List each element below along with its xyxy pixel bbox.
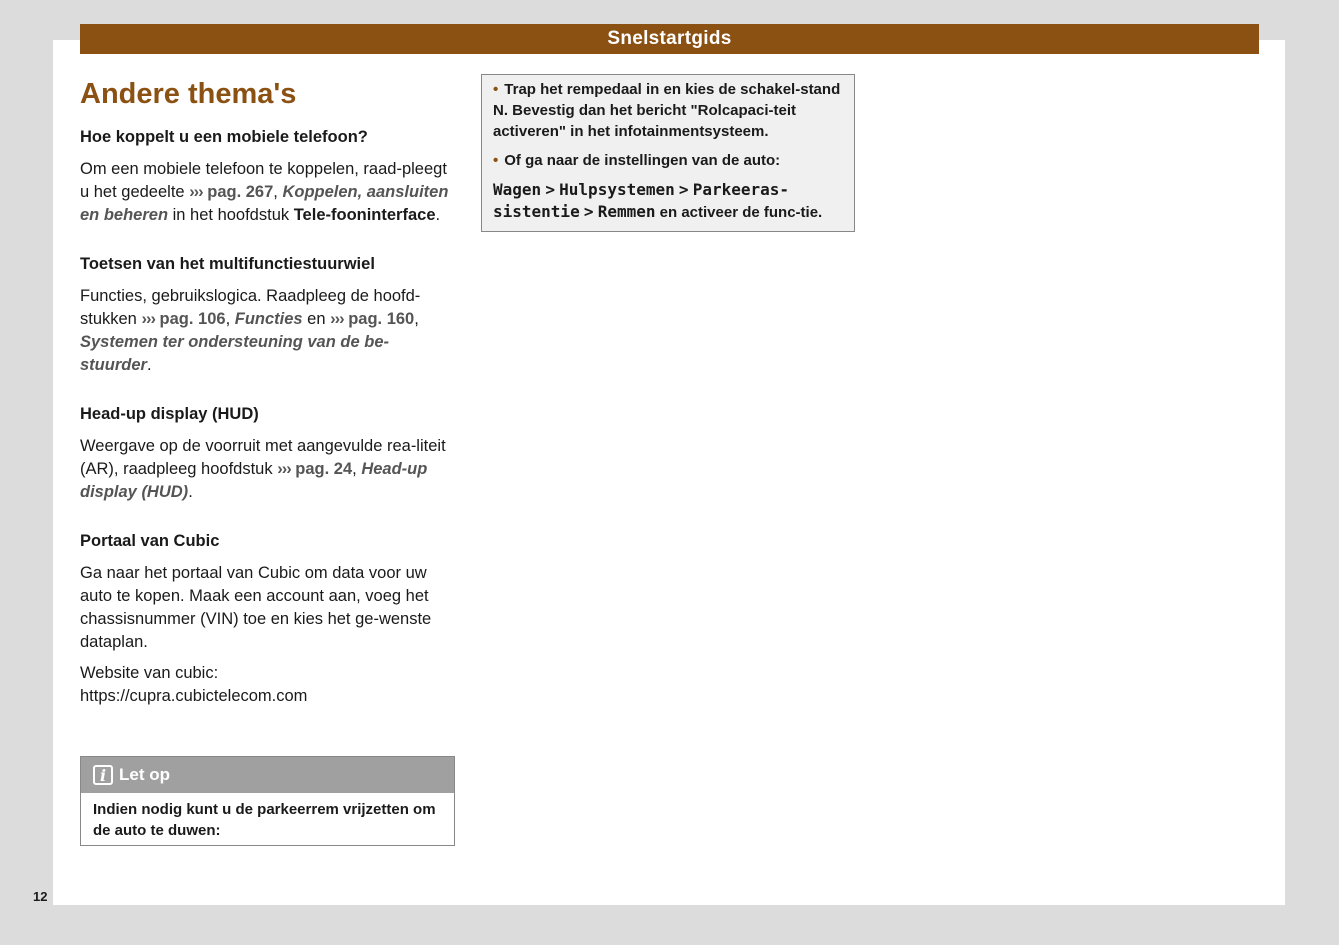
menu-path-item: Wagen — [493, 180, 542, 199]
heading-cubic: Portaal van Cubic — [80, 532, 220, 550]
menu-path-separator: > — [678, 180, 689, 199]
menu-path-tail: en activeer de func-tie. — [655, 204, 823, 221]
heading-phone: Hoe koppelt u een mobiele telefoon? — [80, 128, 368, 146]
section-header-bar — [80, 24, 1259, 54]
paragraph-cubic-website — [80, 662, 456, 708]
page-ref-link[interactable]: pag. 160 — [343, 310, 415, 328]
bullet-icon: • — [493, 152, 499, 169]
page-ref-link[interactable]: pag. 24 — [290, 460, 353, 478]
bullet-icon: • — [493, 81, 499, 98]
menu-path-item: Hulpsystemen — [559, 180, 675, 199]
ref-title-link[interactable]: Koppelen, aansluiten en beheren — [80, 183, 449, 224]
info-icon: i — [93, 765, 113, 785]
note-title: Let op — [119, 765, 170, 784]
cross-ref-arrows: ››› — [330, 310, 344, 328]
menu-path — [493, 179, 843, 223]
menu-path-separator: > — [583, 202, 594, 221]
website-label: Website van cubic: — [80, 664, 219, 682]
paragraph-steering-wheel: Functies, gebruikslogica. Raadpleeg de hoofd-stukken ››› pag. 106, Functies en ››› pag. 160, Systemen ter ondersteuning van de be-stuurder. — [80, 287, 421, 374]
website-url: https://cupra.cubictelecom.com — [80, 687, 308, 705]
instruction-box — [481, 74, 855, 232]
paragraph-cubic: Ga naar het portaal van Cubic om data voor uw auto te kopen. Maak een account aan, voeg het chassisnummer (VIN) toe en kies het ge-wenste dataplan. — [80, 564, 432, 651]
note-body: Indien nodig kunt u de parkeerrem vrijzetten om de auto te duwen: — [93, 801, 436, 839]
cross-ref-arrows: ››› — [189, 183, 203, 201]
menu-path-item: Remmen — [597, 202, 656, 221]
page-ref-link[interactable]: pag. 106 — [154, 310, 226, 328]
page-number: 12 — [33, 889, 48, 904]
paragraph-hud: Weergave op de voorruit met aangevulde rea-liteit (AR), raadpleeg hoofdstuk ››› pag. 24, Head-up display (HUD). — [80, 437, 446, 501]
heading-steering-wheel: Toetsen van het multifunctiestuurwiel — [80, 255, 375, 273]
paragraph-phone: Om een mobiele telefoon te koppelen, raad-pleegt u het gedeelte ››› pag. 267, Koppelen, aansluiten en beheren in het hoofdstuk Tele-fooninterface. — [80, 160, 449, 224]
page-ref-link[interactable]: pag. 267 — [202, 183, 274, 201]
cross-ref-arrows: ››› — [141, 310, 155, 328]
section-header-title: Snelstartgids — [607, 28, 732, 49]
chapter-name: Tele-fooninterface — [293, 206, 436, 224]
ref-title-link[interactable]: Functies — [234, 310, 303, 328]
heading-hud: Head-up display (HUD) — [80, 405, 259, 423]
ref-title-link[interactable]: Head-up display (HUD) — [80, 460, 428, 501]
note-box — [80, 756, 455, 846]
cross-ref-arrows: ››› — [277, 460, 291, 478]
ref-title-link[interactable]: Systemen ter ondersteuning van de be-stuurder — [80, 333, 389, 374]
menu-path-separator: > — [545, 180, 555, 199]
list-item: • Trap het rempedaal in en kies de schakel-stand N. Bevestig dan het bericht "Rolcapaci-teit activeren" in het infotainmentsysteem. — [493, 81, 841, 140]
list-item: • Of ga naar de instellingen van de auto: — [493, 152, 781, 169]
page-title: Andere thema's — [80, 78, 297, 110]
menu-path-item: Parkeeras-sistentie — [493, 180, 790, 221]
left-column — [80, 76, 456, 734]
note-header — [81, 757, 454, 793]
